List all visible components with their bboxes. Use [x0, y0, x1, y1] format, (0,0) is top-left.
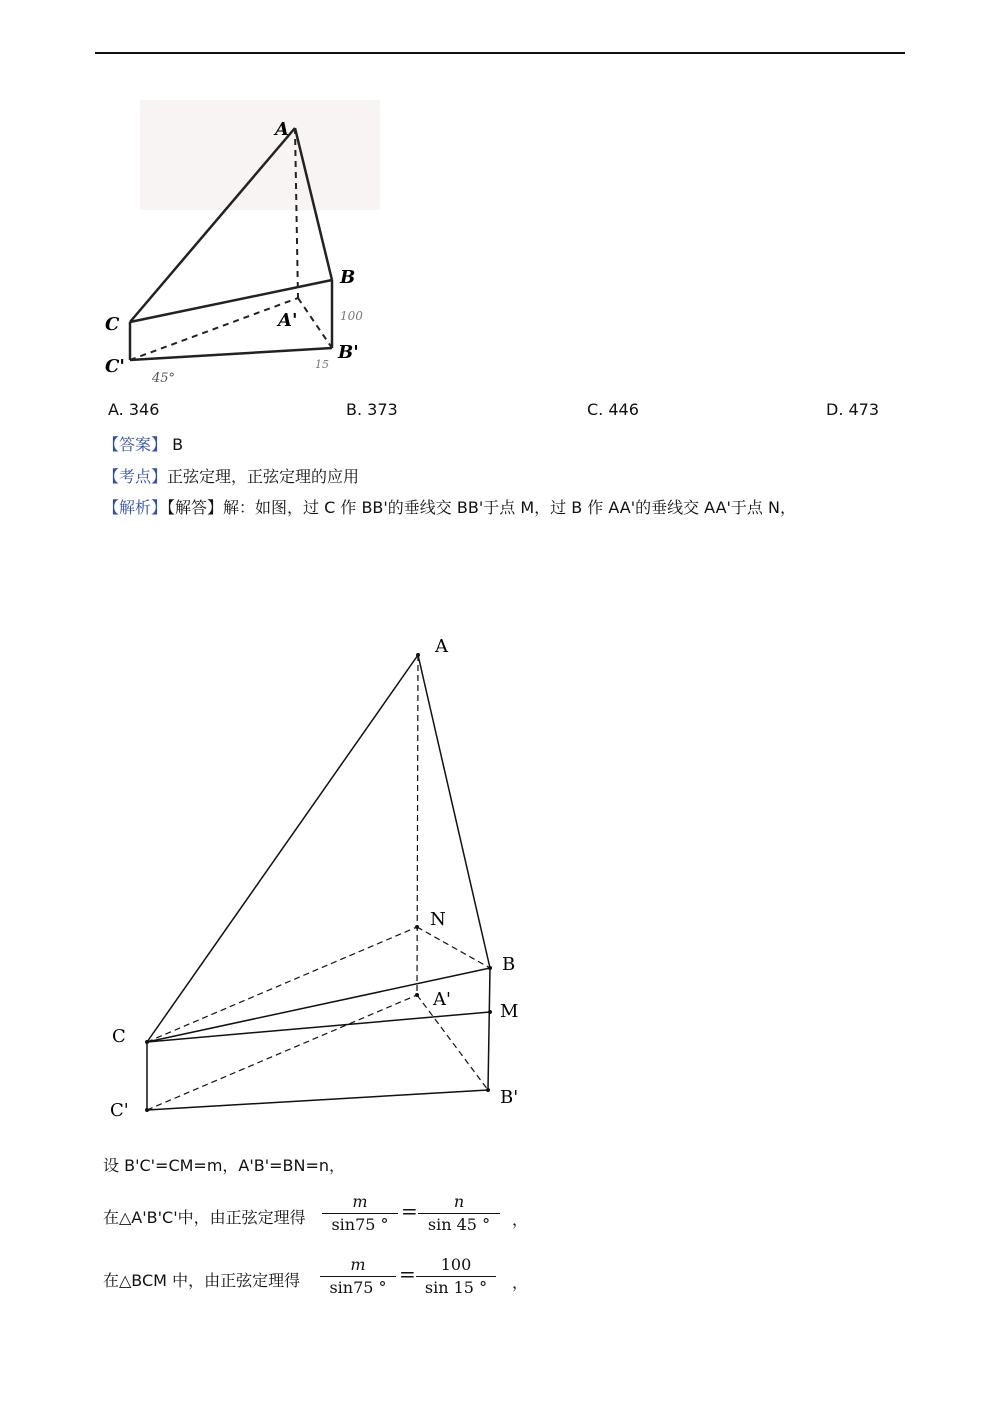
step1-line: 设 B'C'=CM=m，A'B'=BN=n， [103, 1156, 346, 1175]
step3-lhs-denominator: sin75 ° [329, 1278, 387, 1297]
label-C-prime: C' [110, 1100, 129, 1121]
edge-A'B' [298, 298, 332, 348]
step2-lhs-fraction [322, 1192, 398, 1235]
line-AB [418, 655, 490, 968]
step2-suffix: ， [512, 1210, 529, 1229]
sketch-label-A: A [275, 119, 289, 140]
option-a: A. 346 [108, 400, 160, 419]
line-C'B' [147, 1090, 488, 1110]
step2-rhs-denominator: sin 45 ° [427, 1215, 491, 1234]
point-M [488, 1010, 492, 1014]
point-C-prime [145, 1108, 149, 1112]
knowledge-line [103, 464, 359, 487]
fraction-bar [416, 1276, 496, 1277]
point-A-prime [415, 993, 419, 997]
point-B-prime [486, 1088, 490, 1092]
label-N: N [430, 909, 446, 930]
point-C [145, 1040, 149, 1044]
step2-prefix: 在△A'B'C'中，由正弦定理得 [103, 1208, 306, 1227]
analysis-value: 【解答】解：如图，过 C 作 BB'的垂线交 BB'于点 M，过 B 作 AA'的垂线交 AA'于点 N， [167, 498, 796, 517]
step2-equals: = [401, 1199, 418, 1223]
step2-lhs-numerator: m [352, 1192, 368, 1211]
edge-C'B' [130, 348, 332, 360]
step3-rhs-denominator: sin 15 ° [424, 1278, 488, 1297]
line-CM [147, 1012, 490, 1042]
label-C: C [112, 1026, 126, 1047]
fraction-bar [322, 1213, 398, 1214]
sketch-note-angle-b: 15 [315, 358, 329, 371]
step3-equals: = [399, 1262, 416, 1286]
point-A [416, 653, 420, 657]
line-NB [417, 927, 490, 968]
analysis-tag: 【解析】 [103, 498, 168, 517]
label-A: A [435, 636, 448, 657]
sketch-figure [100, 100, 390, 390]
sketch-note-length: 100 [340, 309, 363, 323]
sketch-label-B: B [340, 267, 356, 288]
step2-lhs-denominator: sin75 ° [331, 1215, 389, 1234]
answer-line [103, 432, 183, 455]
step3-suffix: ， [512, 1273, 529, 1292]
line-BB' [488, 968, 490, 1090]
label-B: B [502, 954, 516, 975]
sketch-label-B-prime: B' [338, 342, 359, 363]
photo-background [140, 100, 380, 210]
header-rule [95, 52, 905, 54]
line-A'B' [417, 995, 488, 1090]
sketch-note-angle-c: 45° [152, 371, 176, 386]
fraction-bar [320, 1276, 396, 1277]
line-AC [147, 655, 418, 1042]
label-B-prime: B' [500, 1087, 519, 1108]
solution-diagram [100, 625, 540, 1125]
fraction-bar [418, 1213, 500, 1214]
option-c: C. 446 [587, 400, 639, 419]
step2-rhs-numerator: n [453, 1192, 465, 1211]
step3-prefix: 在△BCM 中，由正弦定理得 [103, 1271, 301, 1290]
answer-tag: 【答案】 [103, 435, 168, 454]
point-B [488, 966, 492, 970]
answer-value: B [172, 435, 184, 454]
line-AA' [417, 655, 418, 995]
knowledge-value: 正弦定理，正弦定理的应用 [167, 467, 360, 486]
step3-lhs-fraction [320, 1255, 396, 1298]
label-M: M [500, 1001, 519, 1022]
option-d: D. 473 [826, 400, 880, 419]
step2-rhs-fraction [418, 1192, 500, 1235]
step3-lhs-numerator: m [350, 1255, 366, 1274]
point-N [415, 925, 419, 929]
sketch-label-C: C [105, 314, 120, 335]
sketch-label-A-prime: A' [278, 310, 298, 331]
option-b: B. 373 [346, 400, 398, 419]
step3-rhs-numerator: 100 [440, 1255, 472, 1274]
knowledge-tag: 【考点】 [103, 467, 168, 486]
sketch-label-C-prime: C' [105, 356, 125, 377]
label-A-prime: A' [433, 989, 451, 1010]
analysis-line [103, 495, 796, 518]
step3-rhs-fraction [416, 1255, 496, 1298]
